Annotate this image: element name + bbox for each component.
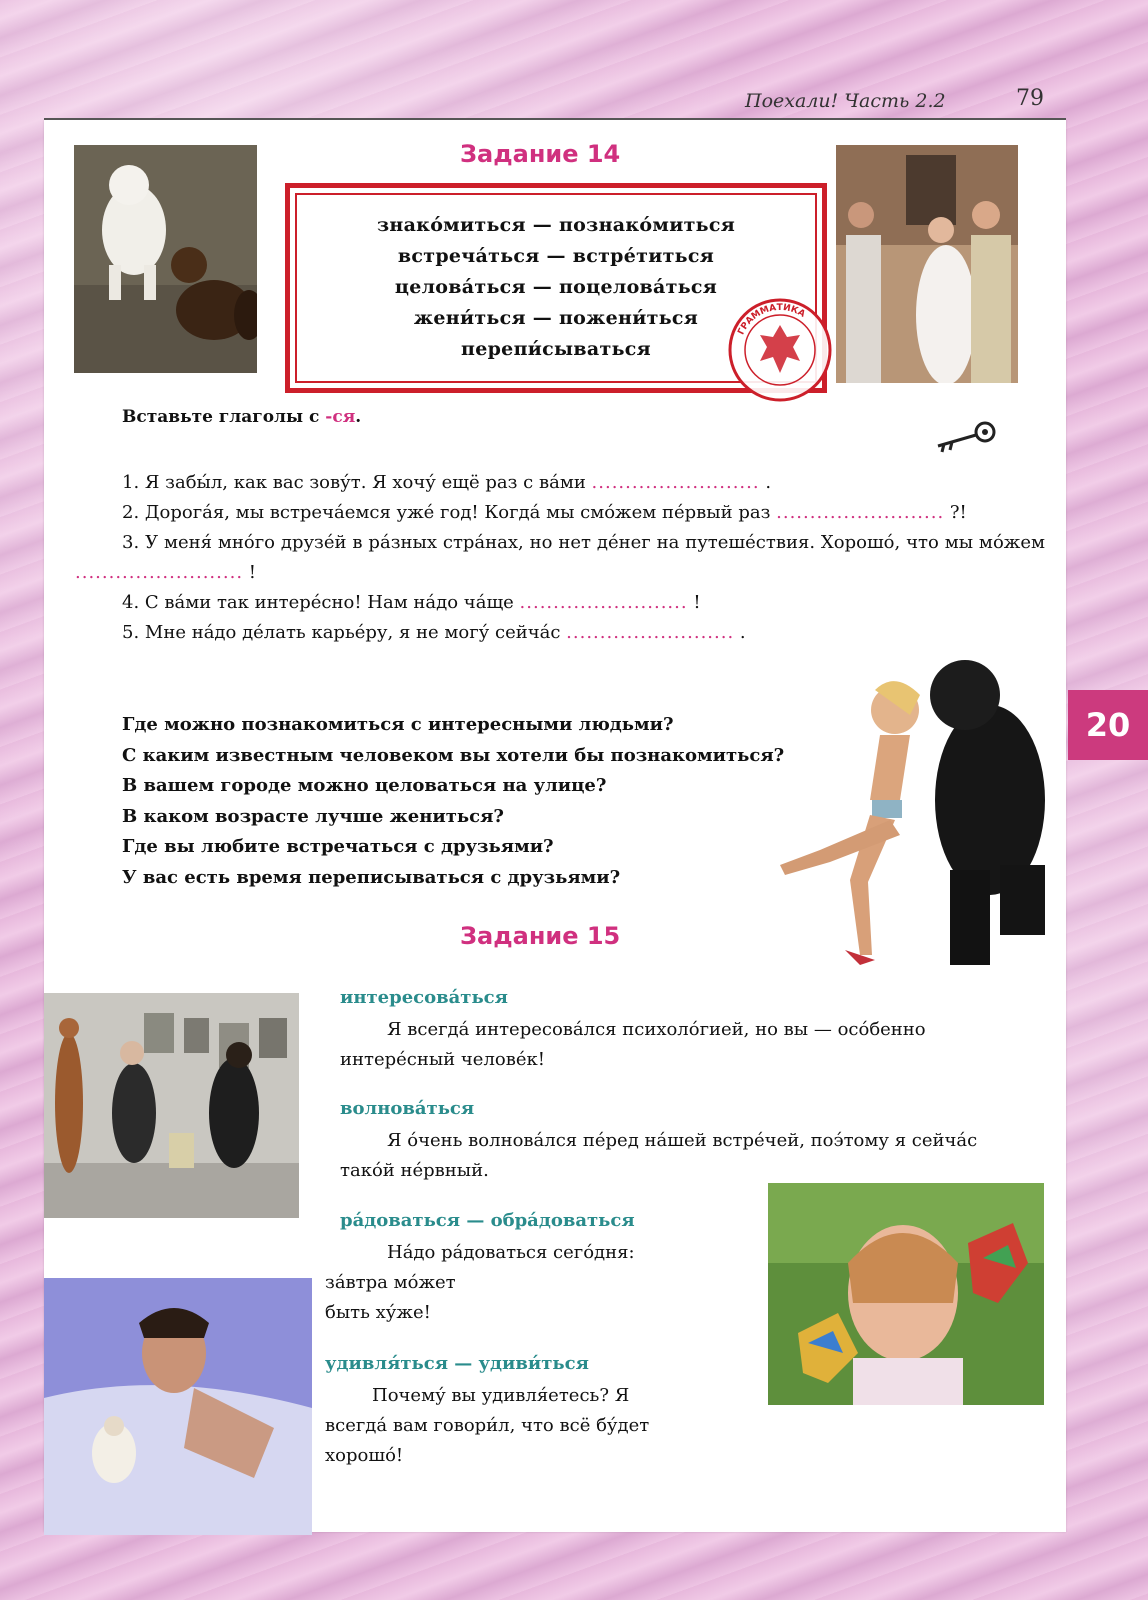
sentence-4: 4. С ва́ми так интере́сно! Нам на́до ча́ще ......................... ! [122, 592, 701, 613]
instruction-text: Вставьте глаголы с [122, 407, 326, 427]
question: У вас есть время переписываться с друзьями? [122, 866, 621, 888]
photo-girl-paint [768, 1183, 1044, 1405]
exercise-sentences [75, 468, 1045, 648]
blank: ......................... [519, 592, 688, 613]
photo-gallery [44, 993, 299, 1218]
verb-example-line: за́втра мо́жет [325, 1272, 456, 1293]
page-number: 79 [1016, 86, 1044, 111]
photo-kiss [750, 650, 1068, 970]
svg-text:ГРАММАТИКА: ГРАММАТИКА [736, 302, 807, 337]
photo-man-bed [44, 1278, 312, 1535]
blank: ......................... [591, 472, 760, 493]
question: С каким известным человеком вы хотели бы познакомиться? [122, 744, 785, 766]
verb-example [325, 1238, 755, 1328]
chapter-tab: 20 [1068, 690, 1148, 760]
verb-example-line: всегда́ вам говори́л, что всё бу́дет [325, 1415, 650, 1436]
task15-title: Задание 15 [460, 922, 621, 950]
grammar-pair: знако́миться — познако́миться [376, 214, 736, 236]
question: Где вы любите встречаться с друзьями? [122, 836, 554, 857]
verb-example-line: быть ху́же! [325, 1302, 431, 1323]
verb-example-line: хорошо́! [325, 1445, 404, 1466]
header-rule [44, 118, 1066, 120]
verb-heading: интересова́ться [340, 987, 508, 1008]
blank: ......................... [75, 562, 244, 583]
question: Где можно познакомиться с интересными людьми? [122, 714, 674, 735]
running-title: Поехали! Часть 2.2 [745, 90, 946, 112]
blank: ......................... [566, 622, 735, 643]
photo-wedding [836, 145, 1018, 383]
discussion-questions [122, 710, 784, 893]
grammar-stamp-icon [725, 295, 835, 405]
verb-example: Я всегда́ интересова́лся психоло́гией, но вы — осо́бенно интере́сный челове́к! [340, 1019, 926, 1070]
verb-example: Я о́чень волнова́лся пе́ред на́шей встре́чей, поэ́тому я сейча́с тако́й не́рвный. [340, 1130, 978, 1181]
verb-example-line: На́до ра́доваться сего́дня: [387, 1242, 635, 1263]
sentence-5: 5. Мне на́до де́лать карье́ру, я не могу́ сейча́с ......................... . [122, 622, 746, 643]
verb-example [325, 1381, 755, 1471]
grammar-pair: целова́ться — поцелова́ться [394, 276, 718, 298]
verb-heading: волнова́ться [340, 1098, 475, 1119]
grammar-pair: перепи́сываться [461, 338, 651, 360]
sentence-3: 3. У меня́ мно́го друзе́й в ра́зных стра́нах, но нет де́нег на путеше́ствия. Хорошо́, что мы мо́жем ......................... ! [75, 532, 1045, 583]
verb-heading: ра́доваться — обра́доваться [340, 1210, 635, 1231]
instruction-end: . [355, 407, 362, 427]
sentence-2: 2. Дорога́я, мы встреча́емся уже́ год! Когда́ мы смо́жем пе́рвый раз ......................... ?! [122, 502, 967, 523]
blank: ......................... [776, 502, 945, 523]
verb-example-line: Почему́ вы удивля́етесь? Я [372, 1385, 630, 1406]
key-icon [930, 420, 1000, 456]
photo-dogs [74, 145, 257, 373]
grammar-pair: встреча́ться — встре́титься [397, 245, 715, 267]
task14-title: Задание 14 [460, 140, 621, 168]
question: В вашем городе можно целоваться на улице? [122, 775, 607, 796]
instruction [122, 407, 361, 427]
verb-heading: удивля́ться — удиви́ться [325, 1353, 589, 1374]
question: В каком возрасте лучше жениться? [122, 805, 504, 827]
sentence-1: 1. Я забы́л, как вас зову́т. Я хочу́ ещё раз с ва́ми ......................... . [122, 472, 772, 493]
instruction-suffix: -ся [325, 407, 356, 427]
grammar-pair: жени́ться — пожени́ться [413, 307, 699, 329]
